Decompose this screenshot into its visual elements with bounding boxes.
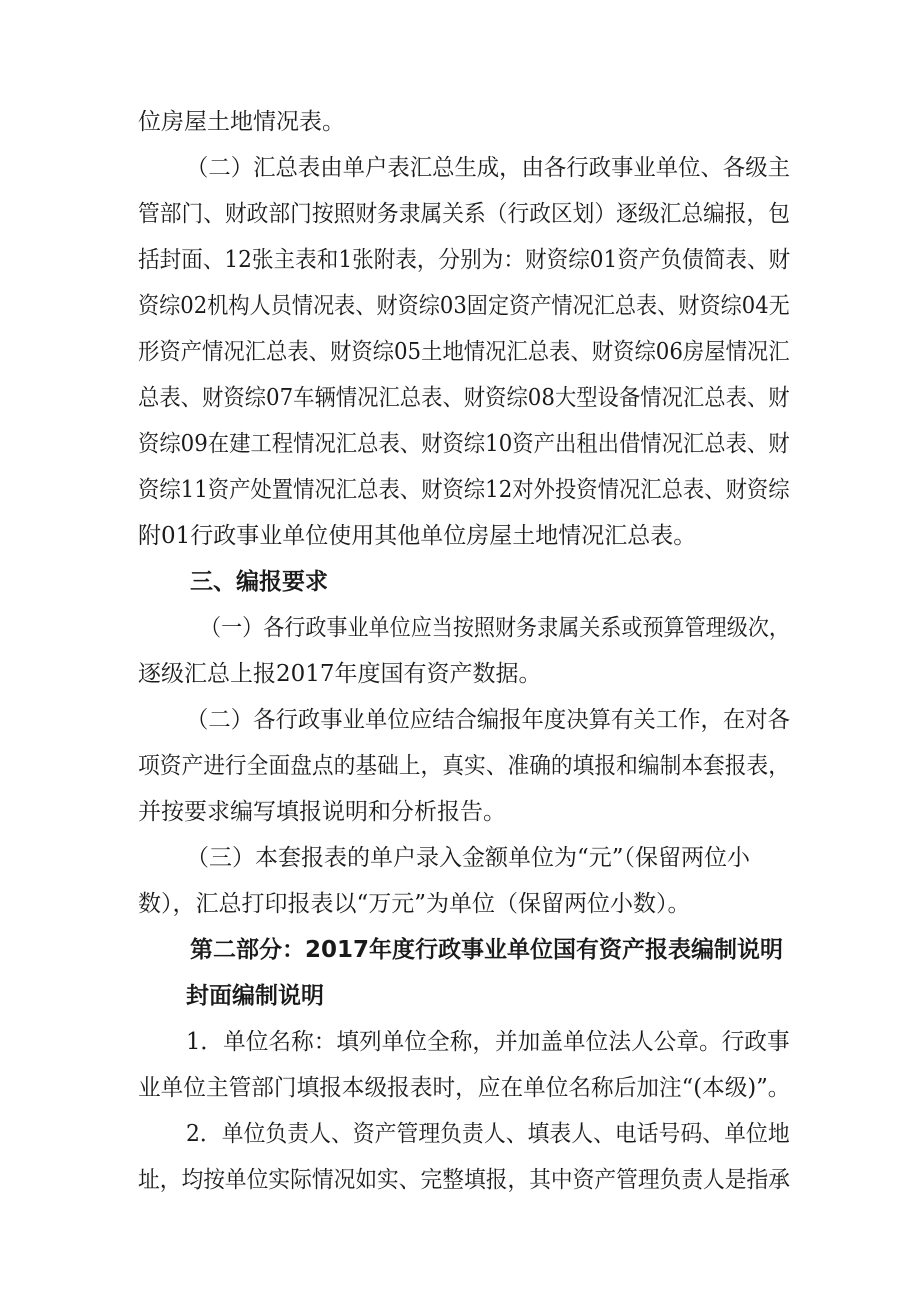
body-text-line: 项资产进行全面盘点的基础上，真实、准确的填报和编制本套报表， xyxy=(138,753,790,779)
body-text-line: （三）本套报表的单户录入金额单位为“元”（保留两位小 xyxy=(186,845,751,871)
body-text-line: （一）各行政事业单位应当按照财务隶属关系或预算管理级次， xyxy=(200,615,790,641)
body-text-line: 附01行政事业单位使用其他单位房屋土地情况汇总表。 xyxy=(138,523,697,549)
body-text-line: 总表、财资综07车辆情况汇总表、财资综08大型设备情况汇总表、财 xyxy=(138,385,790,411)
body-text-line: 并按要求编写填报说明和分析报告。 xyxy=(138,799,506,825)
body-text-line: （二）各行政事业单位应结合编报年度决算有关工作，在对各 xyxy=(186,707,790,733)
part-heading: 第二部分：2017年度行政事业单位国有资产报表编制说明 xyxy=(190,937,784,963)
body-text-line: （二）汇总表由单户表汇总生成，由各行政事业单位、各级主 xyxy=(186,155,790,181)
body-text-line: 逐级汇总上报2017年度国有资产数据。 xyxy=(138,661,542,687)
body-text-line: 括封面、12张主表和1张附表，分别为：财资综01资产负债简表、财 xyxy=(138,247,791,273)
body-text-line: 资综11资产处置情况汇总表、财资综12对外投资情况汇总表、财资综 xyxy=(138,477,790,503)
body-text-line: 管部门、财政部门按照财务隶属关系（行政区划）逐级汇总编报，包 xyxy=(138,201,790,227)
body-text-line: 形资产情况汇总表、财资综05土地情况汇总表、财资综06房屋情况汇 xyxy=(138,339,790,365)
body-text-line: 数），汇总打印报表以“万元”为单位（保留两位小数）。 xyxy=(138,891,691,917)
body-text-line: 1．单位名称：填列单位全称，并加盖单位法人公章。行政事 xyxy=(186,1029,790,1055)
body-text-line: 业单位主管部门填报本级报表时，应在单位名称后加注“(本级)”。 xyxy=(138,1075,791,1101)
body-text-line: 2．单位负责人、资产管理负责人、填表人、电话号码、单位地 xyxy=(186,1121,790,1147)
body-text-line: 资综02机构人员情况表、财资综03固定资产情况汇总表、财资综04无 xyxy=(138,293,790,319)
body-text-line: 位房屋土地情况表。 xyxy=(138,109,345,135)
subsection-heading: 封面编制说明 xyxy=(186,983,324,1009)
body-text-line: 址，均按单位实际情况如实、完整填报，其中资产管理负责人是指承 xyxy=(138,1167,790,1193)
body-text-line: 资综09在建工程情况汇总表、财资综10资产出租出借情况汇总表、财 xyxy=(138,431,790,457)
section-heading: 三、编报要求 xyxy=(190,569,328,595)
